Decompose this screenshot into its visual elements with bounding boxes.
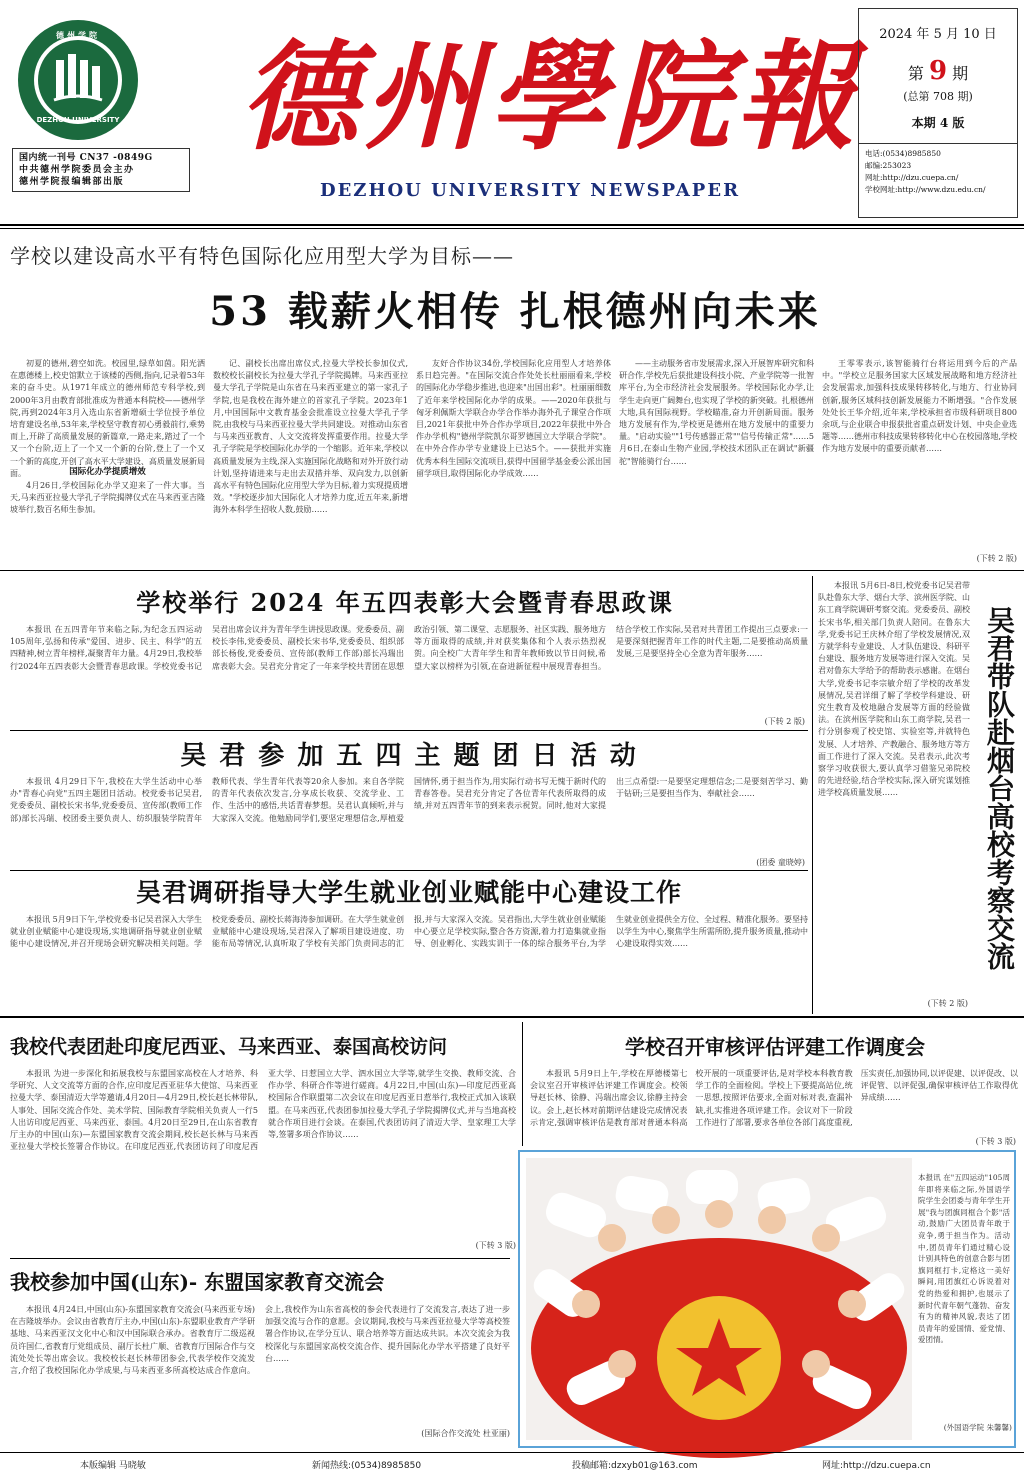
contact-website[interactable]: 网址:http://dzu.cuepa.cn/ bbox=[865, 173, 959, 182]
youth-flag-photo bbox=[526, 1158, 912, 1440]
section-divider-5 bbox=[10, 1258, 510, 1259]
footer-hotline: 新闻热线:(0534)8985850 bbox=[312, 1461, 422, 1471]
lead-col-1: 初夏的德州,碧空如洗。校园里,绿草如茵。阳光洒在惠德楼上,校史馆默立于该楼的西侧,指向,记录着53年来的奋斗史。从1971年成立的德州师范专科学校,到2000年3月由教育部批准成为普通本科院校——德州学院,再到2024年3月入选山东省新增硕士学位授予单位培育建设名单,53年来,学校坚守教育初心勇毅前行,乘势而上,开辟了高质量发展的新篇章,一路走来,踏过了一个又一个台阶,迈上了一个又一个新的台阶,登上了一个又一个新的高度,开创了高水平大学建设、高质量发展新局面。 bbox=[10, 359, 205, 478]
issue-no-value: 9 bbox=[928, 56, 948, 86]
lead-continued-note: (下转 2 版) bbox=[976, 554, 1017, 563]
logo-top-text: 德州学院 bbox=[56, 30, 100, 40]
article-6-note: (下转 3 版) bbox=[975, 1137, 1016, 1146]
section-divider-2 bbox=[10, 730, 808, 731]
article-6-body: 本报讯 5月9日上午,学校在厚德楼第七会议室召开审核评估评建工作调度会。校领导赵长林、徐静、冯瑞出席会议,徐静主持会议。会上,赵长林对前期评估建设完成情况表示肯定,强调审核评估是教育部对普通本科高校开展的一项重要评估,是对学校本科教育教学工作的全面检阅。学校上下要提高站位,统一思想,按照评估要求,全面对标对表,查漏补缺,扎实推进各项评建工作。会议对下一阶段工作进行了部署,要求各单位各部门高度重视,压实责任,加强协同,以评促建、以评促改、以评促管、以评促强,确保审核评估工作取得优异成绩…… bbox=[530, 1069, 1018, 1127]
publication-info-box bbox=[12, 148, 190, 192]
page-count: 本期 4 版 bbox=[911, 116, 965, 130]
sidebar-headline: 吴君带队赴烟台高校考察交流 bbox=[983, 606, 1016, 970]
photo-frame bbox=[518, 1150, 1016, 1448]
editor-line: 德州学院报编辑部出版 bbox=[19, 177, 125, 187]
article-5-note: (下转 3 版) bbox=[475, 1241, 516, 1250]
issue-date: 2024 年 5 月 10 日 bbox=[879, 27, 997, 42]
footer-editor: 本版编辑 马晓敏 bbox=[80, 1461, 146, 1471]
footer-bar bbox=[0, 1456, 1024, 1474]
article-4-headline: 吴君调研指导大学生就业创业赋能中心建设工作 bbox=[135, 878, 682, 907]
lead-headline: 53 载薪火相传 扎根德州向未来 bbox=[209, 288, 821, 335]
article-2-note: (下转 2 版) bbox=[764, 717, 805, 726]
article-3-note: (团委 童晓婷) bbox=[756, 858, 805, 867]
lead-col-5: 王零零表示,该智能骑行台将运用到今后的产品中。"学校立足服务国家大区域发展战略和地方经济社会发展需求,加强科技成果转移转化,与地方、行业协同创新,服务区域科技创新发展能力不断增强。"合作发展处处长王华介绍,近年来,学校承担省市级科研项目800余项,与企业联合申报获批省重点研发计划、中央企业选题等……德州市科技成果转移转化中心在校园落地,学校作为地方发展中的重要贡献者…… bbox=[822, 359, 1017, 454]
section-divider-1 bbox=[0, 570, 1024, 571]
lead-kicker: 学校以建设高水平有特色国际化应用型大学为目标—— bbox=[10, 244, 514, 268]
sponsor-line: 中共德州学院委员会主办 bbox=[19, 165, 135, 175]
university-emblem-icon bbox=[10, 8, 170, 148]
logo-area bbox=[10, 8, 170, 148]
article-2-body: 本报讯 在五四青年节来临之际,为纪念五四运动105周年,弘扬和传承"爱国、进步、民主、科学"的五四精神,树立青年榜样,凝聚青年力量。4月29日,我校举行2024年五四表彰大会暨青春思政课。学校党委书记吴君出席会议并为青年学生讲授思政课。党委委员、副校长李伟,党委委员、副校长宋书华,党委委员、组织部部长杨俊,党委委员、宣传部(教师工作部)部长冯瑞出席表彰大会。吴君充分肯定了一年来学校共青团在思想政治引领、第二课堂、志愿服务、社区实践、服务地方等方面取得的成绩,并对获奖集体和个人表示热烈祝贺。向全校广大青年学生和青年教师致以节日问候,希望大家以榜样为引领,在奋进新征程中展现青春担当。结合学校工作实际,吴君对共青团工作提出三点要求:一是要深刻把握青年工作的时代主题,二是要推动高质量发展,三是要坚持全心全意为青年服务…… bbox=[10, 625, 808, 671]
lead-col-4: ——主动服务省市发展需求,深入开展智库研究和科研合作,学校先后获批建设科技小院、产业学院等一批智库平台,为全市经济社会发展服务。学校国际化办学,让学生走向更广阔舞台,也实现了学校的新突破。扎根德州大地,具有国际视野。学校瞄准,奋力开创新局面。服务地方发展有作为,学校更是德州在地方发展中的重要力量。"启动实验""1号传感器正常""信号传输正常"……5月6日,在泰山生物产业园,学校技术团队正在调试"新疆驼"智能骑行台…… bbox=[619, 359, 814, 466]
issue-number: 第 9 期 bbox=[907, 56, 969, 86]
footer-email[interactable]: 投稿邮箱:dzxyb01@163.com bbox=[572, 1461, 698, 1471]
article-3-headline: 吴 君 参 加 五 四 主 题 团 日 活 动 bbox=[180, 741, 638, 771]
lead-col-3: 友好合作协议34份,学校国际化应用型人才培养体系日趋完善。"在国际交流合作处处长杜丽丽看来,学校的国际化办学稳步推进,也迎来"出国出彩"。杜丽丽细数了近年来学校国际化办学的成果。——2020年获批与匈牙利佩斯大学联合办学合作举办海外孔子课堂合作项目,2021年获批中外合作办学项目,2022年获批中外合作办学机构"德州学院凯尔哥罗德国立大学联合学院"。在中外合作办学专业建设上已达5个。——获批并实施优秀本科生国际交流项目,获得中国留学基金委公派出国留学项目,取得国际化办学成效…… bbox=[416, 359, 611, 478]
article-3-body: 本报讯 4月29日下午,我校在大学生活动中心举办"青春心向党"五四主题团日活动。校党委书记吴君,党委委员、副校长宋书华,党委委员、宣传部(教师工作部)部长冯瑞、校团委主要负责人、纺织服装学院青年教师代表、学生青年代表等20余人参加。来自各学院的青年代表依次发言,分享成长收获、交流学业、工作、生活中的感悟,共话青春梦想。吴君认真倾听,并与大家深入交流。他勉励同学们,要坚定理想信念,厚植爱国情怀,勇于担当作为,用实际行动书写无愧于新时代的青春答卷。吴君充分肯定了各位青年代表所取得的成绩,并对五四青年节的到来表示祝贺。同时,他对大家提出三点希望:一是要坚定理想信念;二是要刻苦学习、勤于钻研;三是要担当作为、奉献社会…… bbox=[10, 777, 808, 823]
article-5-headline: 我校代表团赴印度尼西亚、马来西亚、泰国高校访问 bbox=[10, 1036, 448, 1058]
article-5-body: 本报讯 为进一步深化和拓展我校与东盟国家高校在人才培养、科学研究、人文交流等方面的合作,应印度尼西亚驻华大使馆、马来西亚拉曼大学、泰国清迈大学等邀请,4月20日—4月29日,校长赵长林带队,人事处、国际交流合作处、美术学院、国际教育学院相关负责人一行5人出访印度尼西亚、马来西亚、泰国。4月20日至29日,在山东省教育厅主办的中国(山东)—东盟国家教育交流会期间,校长赵长林与马来西亚拉曼大学校长签署合作协议。在印度尼西亚,代表团访问了印度尼西亚大学、日惹国立大学、泗水国立大学等,就学生交换、教师交流、合作办学、科研合作等进行磋商。4月22日,中国(山东)—印度尼西亚高校国际合作联盟第二次会议在印度尼西亚日惹举行,我校正式加入该联盟。在马来西亚,代表团参加拉曼大学孔子学院揭牌仪式,并与当地高校就合作项目进行会谈。在泰国,代表团访问了清迈大学、皇家理工大学等,签署多项合作协议…… bbox=[10, 1069, 516, 1152]
contact-phone: 电话:(0534)8985850 bbox=[865, 149, 941, 158]
article-7-note: (国际合作交流处 杜亚丽) bbox=[421, 1429, 510, 1438]
section-divider-4 bbox=[0, 1016, 1024, 1018]
lead-col-1b: 4月26日,学校国际化办学又迎来了一件大事。当天,马来西亚拉曼大学孔子学院揭牌仪式在马来西亚吉隆坡举行,数百名师生参加。 bbox=[10, 481, 205, 515]
contact-school-website[interactable]: 学校网址:http://www.dzu.edu.cn/ bbox=[865, 185, 986, 194]
contact-info bbox=[859, 143, 1017, 196]
contact-postcode: 邮编:253023 bbox=[865, 161, 912, 170]
lead-subheading-1: 国际化办学提质增效 bbox=[69, 467, 146, 477]
total-issue: (总第 708 期) bbox=[903, 90, 973, 103]
english-title: DEZHOU UNIVERSITY NEWSPAPER bbox=[319, 180, 741, 201]
section-divider-3 bbox=[10, 870, 808, 871]
footer-divider bbox=[0, 1452, 1024, 1453]
masthead-divider bbox=[0, 224, 1024, 226]
issue-info-box bbox=[858, 8, 1018, 218]
sidebar-body: 本报讯 5月6日-8日,校党委书记吴君带队赴鲁东大学、烟台大学、滨州医学院、山东工商学院调研考察交流。党委委员、副校长宋书华,相关部门负责人陪同。在鲁东大学,党委书记王庆林介绍了学校发展情况,双方就学科专业建设、人才队伍建设、科研平台建设、服务地方发展等进行深入交流。吴君对鲁东大学给予的帮助表示感谢。在烟台大学,党委书记李宗敏介绍了学校的改革发展情况,吴君详细了解了学校学科建设、研究生教育及校地融合发展等方面的经验做法。在滨州医学院和山东工商学院,吴君一行分别参观了校史馆、实验室等,并就特色发展、人才培养、产教融合、服务地方等方面工作进行了深入交流。吴君表示,此次考察学习收获很大,要认真学习借鉴兄弟院校的先进经验,结合学校实际,深入研究谋划推进学校高质量发展…… bbox=[818, 581, 970, 798]
logo-text: DEZHOU UNIVERSITY bbox=[36, 116, 120, 124]
masthead-divider-thin bbox=[0, 228, 1024, 229]
lead-col-2: 记、副校长出席出席仪式,拉曼大学校长参加仪式,数校校长副校长为拉曼大学孔子学院揭牌。马来西亚拉曼大学孔子学院是山东省在马来西亚建立的第一家孔子学院,也是我校在海外建立的首家孔子学院。2023年1月,中国国际中文教育基金会批准设立拉曼大学孔子学院,由我校与马来西亚拉曼大学共同建设。对推动山东省与马来西亚教育、人文交流将发挥重要作用。拉曼大学孔子学院是学校国际化办学的一个缩影。近年来,学校以高质量发展为主线,深入实施国际化战略和对外开放行动计划,坚持请进来与走出去双措并举、双向发力,以创新高水平有特色国际化应用型大学为目标,着力实现提质增效。"学校逐步加大国际化人才培养力度,近五年来,新增海外本科学生招收人数,鼓励…… bbox=[213, 359, 408, 515]
newspaper-title: 德州學院報 bbox=[240, 27, 861, 166]
article-7-body: 本报讯 4月24日,中国(山东)-东盟国家教育交流会(马来西亚专场)在吉隆坡举办。会议由省教育厅主办,中国(山东)-东盟职业教育产学研基地、马来西亚汉文化中心和汉中国际联合承办。省教育厅二级巡视员许国仁,省教育厅党组成员、副厅长杜广顺、省教育厅国际合作与交流处处长等出席会议。我校校长赵长林带团参会,代表学校作交流发言,介绍了我校国际化办学成果,与马来西亚多所高校达成合作意向。会上,我校作为山东省高校的参会代表进行了交流发言,表达了进一步加强交流与合作的意愿。会议期间,我校与马来西亚拉曼大学等高校签署合作协议,在学分互认、联合培养等方面达成共识。本次交流会为我校深化与东盟国家高校交流合作、提升国际化办学水平搭建了良好平台…… bbox=[10, 1305, 510, 1376]
sidebar-divider bbox=[812, 576, 813, 1014]
article-4-body: 本报讯 5月9日下午,学校党委书记吴君深入大学生就业创业赋能中心建设现场,实地调研指导就业创业赋能中心建设情况,并召开现场会研究解决相关问题。学校党委委员、副校长蒋海涛参加调研。在大学生就业创业赋能中心建设现场,吴君深入了解项目建设进度、功能布局等情况,认真听取了学校有关部门负责同志的汇报,并与大家深入交流。吴君指出,大学生就业创业赋能中心要立足学校实际,整合各方资源,着力打造集就业指导、创业孵化、实践实训于一体的综合服务平台,为学生就业创业提供全方位、全过程、精准化服务。要坚持以学生为中心,聚焦学生所需所盼,提升服务质量,推动中心建设取得实效…… bbox=[10, 915, 808, 949]
cn-line: 国内统一刊号 CN37 -0849G bbox=[19, 153, 153, 163]
footer-website[interactable]: 网址:http://dzu.cuepa.cn bbox=[822, 1461, 931, 1471]
article-6-headline: 学校召开审核评估评建工作调度会 bbox=[625, 1035, 925, 1059]
photo-caption: 本报讯 在"五四运动"105周年即将来临之际,外国语学院学生会团委与青年学生开展"我与团旗同框合个影"活动,鼓励广大团员青年敢于竞争,勇于担当作为。活动中,团员青年们通过精心设计别具特色的创意合影与团旗同框打卡,定格这一美好瞬间,用团旗红心诉说着对党的热爱和拥护,也展示了新时代青年朝气蓬勃、奋发有为的精神风貌,表达了团员青年的爱国情、爱党情、爱团情。 bbox=[918, 1173, 1010, 1345]
column-divider-bottom bbox=[522, 1022, 523, 1146]
sidebar-note: (下转 2 版) bbox=[927, 999, 968, 1008]
article-7-headline: 我校参加中国(山东)- 东盟国家教育交流会 bbox=[10, 1270, 385, 1294]
photo-credit: (外国语学院 朱馨馨) bbox=[943, 1423, 1012, 1432]
article-2-headline: 学校举行 2024 年五四表彰大会暨青春思政课 bbox=[136, 588, 674, 617]
